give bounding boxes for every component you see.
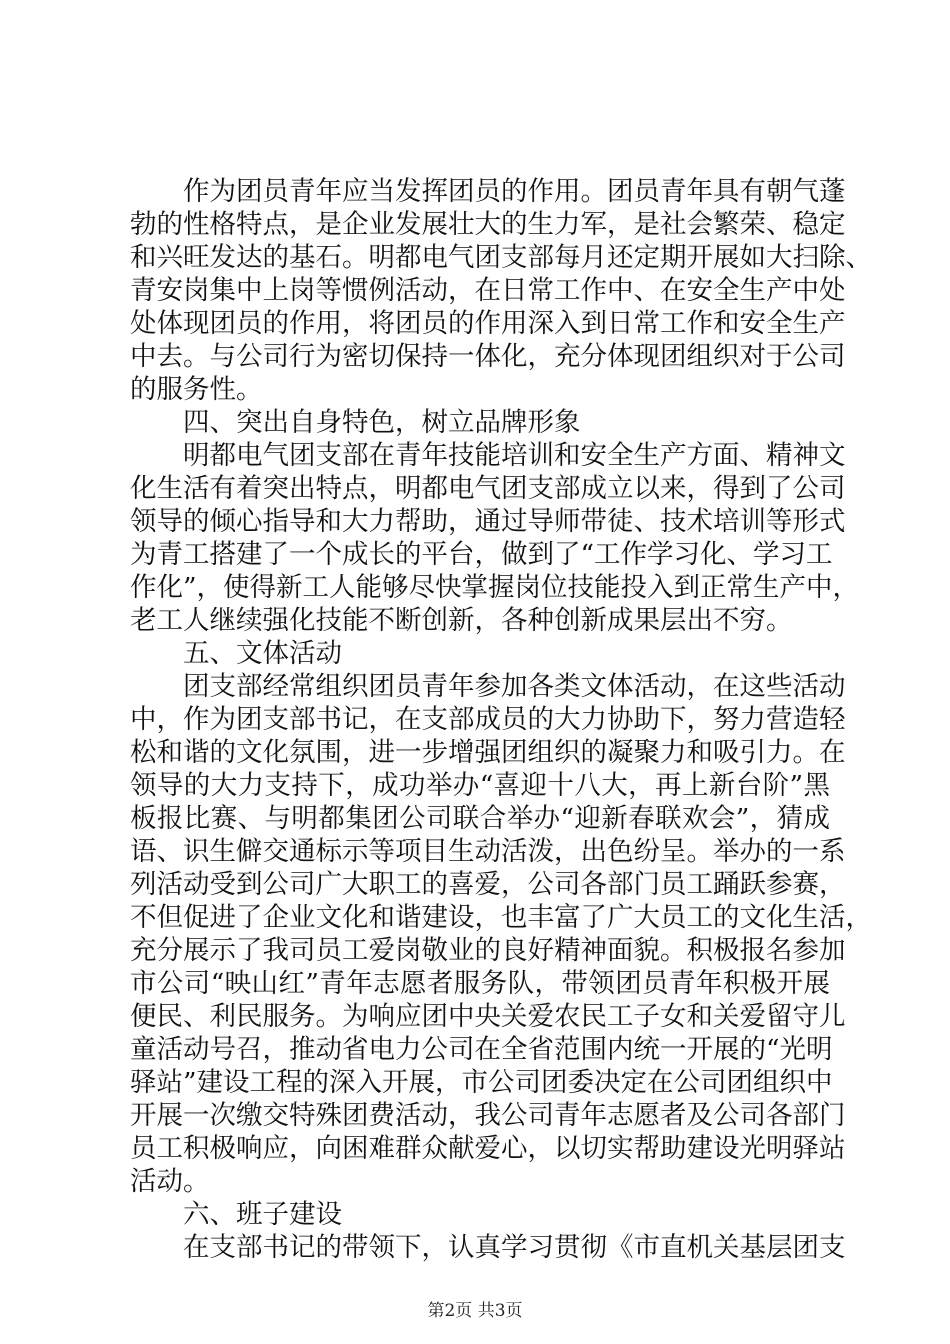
text-line: 团支部经常组织团员青年参加各类文体活动，在这些活动 — [183, 671, 846, 702]
section-heading: 四、突出自身特色，树立品牌形象 — [183, 407, 581, 438]
text-line: 童活动号召，推动省电力公司在全省范围内统一开展的“光明 — [130, 1034, 833, 1065]
text-line: 明都电气团支部在青年技能培训和安全生产方面、精神文 — [183, 440, 846, 471]
text-line: 中，作为团支部书记，在支部成员的大力协助下，努力营造轻 — [130, 704, 846, 735]
text-line: 的服务性。 — [130, 374, 263, 405]
text-line: 列活动受到公司广大职工的喜爱，公司各部门员工踊跃参赛， — [130, 869, 846, 900]
text-line: 开展一次缴交特殊团费活动，我公司青年志愿者及公司各部门 — [130, 1100, 846, 1131]
text-line: 作化”，使得新工人能够尽快掌握岗位技能投入到正常生产中， — [130, 572, 860, 603]
section-heading: 六、班子建设 — [183, 1199, 342, 1230]
text-line: 语、识生僻交通标示等项目生动活泼，出色纷呈。举办的一系 — [130, 836, 846, 867]
text-line: 市公司“映山红”青年志愿者服务队，带领团员青年积极开展 — [130, 968, 830, 999]
text-line: 老工人继续强化技能不断创新，各种创新成果层出不穷。 — [130, 605, 793, 636]
text-line: 松和谐的文化氛围，进一步增强团组织的凝聚力和吸引力。在 — [130, 737, 846, 768]
text-line: 便民、利民服务。为响应团中央关爱农民工子女和关爱留守儿 — [130, 1001, 846, 1032]
text-line: 处体现团员的作用，将团员的作用深入到日常工作和安全生产 — [130, 308, 846, 339]
section-heading: 五、文体活动 — [183, 638, 342, 669]
text-line: 领导的倾心指导和大力帮助，通过导师带徒、技术培训等形式 — [130, 506, 846, 537]
text-line: 中去。与公司行为密切保持一体化，充分体现团组织对于公司 — [130, 341, 846, 372]
text-line: 员工积极响应，向困难群众献爱心，以切实帮助建设光明驿站 — [130, 1133, 846, 1164]
text-line: 作为团员青年应当发挥团员的作用。团员青年具有朝气蓬 — [183, 176, 846, 207]
text-line: 化生活有着突出特点，明都电气团支部成立以来，得到了公司 — [130, 473, 846, 504]
text-line: 为青工搭建了一个成长的平台，做到了“工作学习化、学习工 — [130, 539, 833, 570]
page-number: 第2页 共3页 — [427, 1301, 523, 1321]
text-line: 活动。 — [130, 1166, 210, 1197]
text-line: 在支部书记的带领下，认真学习贯彻《市直机关基层团支 — [183, 1232, 846, 1263]
text-line: 充分展示了我司员工爱岗敬业的良好精神面貌。积极报名参加 — [130, 935, 846, 966]
text-line: 驿站”建设工程的深入开展，市公司团委决定在公司团组织中 — [130, 1067, 833, 1098]
text-line: 不但促进了企业文化和谐建设，也丰富了广大员工的文化生活， — [130, 902, 872, 933]
text-line: 勃的性格特点，是企业发展壮大的生力军，是社会繁荣、稳定 — [130, 209, 846, 240]
text-line: 和兴旺发达的基石。明都电气团支部每月还定期开展如大扫除、 — [130, 242, 872, 273]
text-line: 板报比赛、与明都集团公司联合举办“迎新春联欢会”，猜成 — [130, 803, 830, 834]
text-line: 青安岗集中上岗等惯例活动，在日常工作中、在安全生产中处 — [130, 275, 846, 306]
text-line: 领导的大力支持下，成功举办“喜迎十八大，再上新台阶”黑 — [130, 770, 830, 801]
